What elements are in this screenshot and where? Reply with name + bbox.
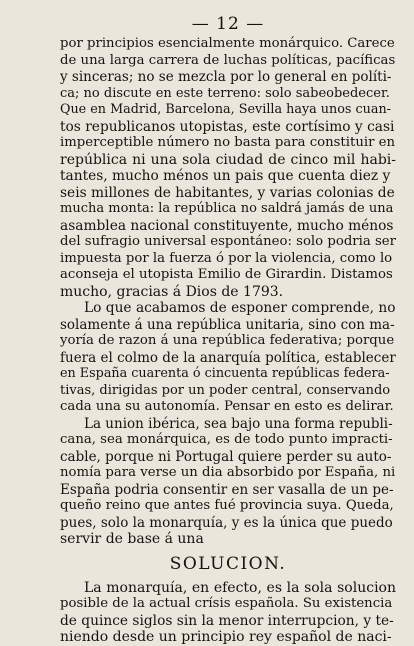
paragraph-2 — [60, 300, 396, 416]
text-line: cada una su autonomía. Pensar en esto es delirar. — [60, 399, 394, 414]
text-line: tantes, mucho ménos un pais que cuenta diez y — [60, 168, 391, 184]
text-line: La union ibérica, sea bajo una forma republi- — [84, 415, 393, 432]
text-line: impuesta por la fuerza ó por la violencia, como lo — [60, 250, 393, 266]
text-line: La monarquía, en efecto, es la sola solucion — [84, 579, 396, 596]
text-line: yoría de razon á una república federativa; porque — [60, 333, 395, 348]
text-line: y sinceras; no se mezcla por lo general en políti- — [60, 69, 392, 85]
text-line: de quince siglos sin la menor interrupcion, y te- — [60, 612, 394, 629]
text-line: cana, sea monárquica, es de todo punto impracti- — [60, 432, 393, 447]
text-line: república ni una sola ciudad de cinco mil habi- — [60, 151, 396, 168]
text-line: mucho, gracias á Dios de 1793. — [60, 283, 284, 300]
paragraph-4 — [60, 580, 396, 646]
text-line: por principios esencialmente monárquico. Carece — [60, 36, 395, 51]
text-line: del sufragio universal espontáneo: solo podria ser — [60, 234, 396, 249]
text-line: asamblea nacional constituyente, mucho ménos — [60, 217, 394, 234]
text-line: mucha monta: la república no saldrá jamás de una — [60, 201, 394, 216]
paragraph-1 — [60, 36, 396, 300]
section-heading: SOLUCION. — [169, 553, 287, 574]
text-line: fuera el colmo de la anarquía política, establecer — [60, 349, 396, 366]
text-line: nomía para verse un dia absorbido por España, ni — [60, 465, 396, 480]
text-line: en España cuarenta ó cincuenta repúblicas federa- — [60, 366, 390, 381]
text-line: queño reino que antes fué provincia suya. Queda, — [60, 498, 394, 513]
paragraph-3 — [60, 416, 396, 548]
text-line: niendo desde un principio rey español de naci- — [60, 629, 392, 645]
text-line: imperceptible número no basta para constituir en — [60, 135, 396, 150]
text-line: de una larga carrera de luchas políticas, pacíficas — [60, 52, 396, 68]
text-line: seis millones de habitantes, y varias colonias de — [60, 184, 395, 201]
text-line: pues, solo la monarquía, y es la única que puedo — [60, 514, 393, 531]
text-line: tivas, dirigidas por un poder central, conservando — [60, 382, 391, 398]
text-line: cable, porque ni Portugal quiere perder su auto- — [60, 448, 392, 465]
text-line: Que en Madrid, Barcelona, Sevilla haya unos cuan- — [60, 102, 391, 117]
text-line: España podria consentir en ser vasalla de un pe- — [60, 481, 394, 498]
page-number: — 12 — — [191, 14, 265, 34]
text-line: tos republicanos utopistas, este cortísimo y casi — [60, 118, 395, 135]
text-line: ca; no discute en este terreno: solo sabeobedecer. — [60, 85, 390, 101]
text-line: aconseja el utopista Emilio de Girardin. Distamos — [60, 267, 393, 282]
text-line: Lo que acabamos de esponer comprende, no — [84, 300, 396, 316]
text-line: servir de base á una — [60, 531, 204, 547]
text-line: solamente á una república unitaria, sino con ma- — [60, 316, 395, 333]
text-line: posible de la actual crísis española. Su existencia — [60, 596, 393, 611]
